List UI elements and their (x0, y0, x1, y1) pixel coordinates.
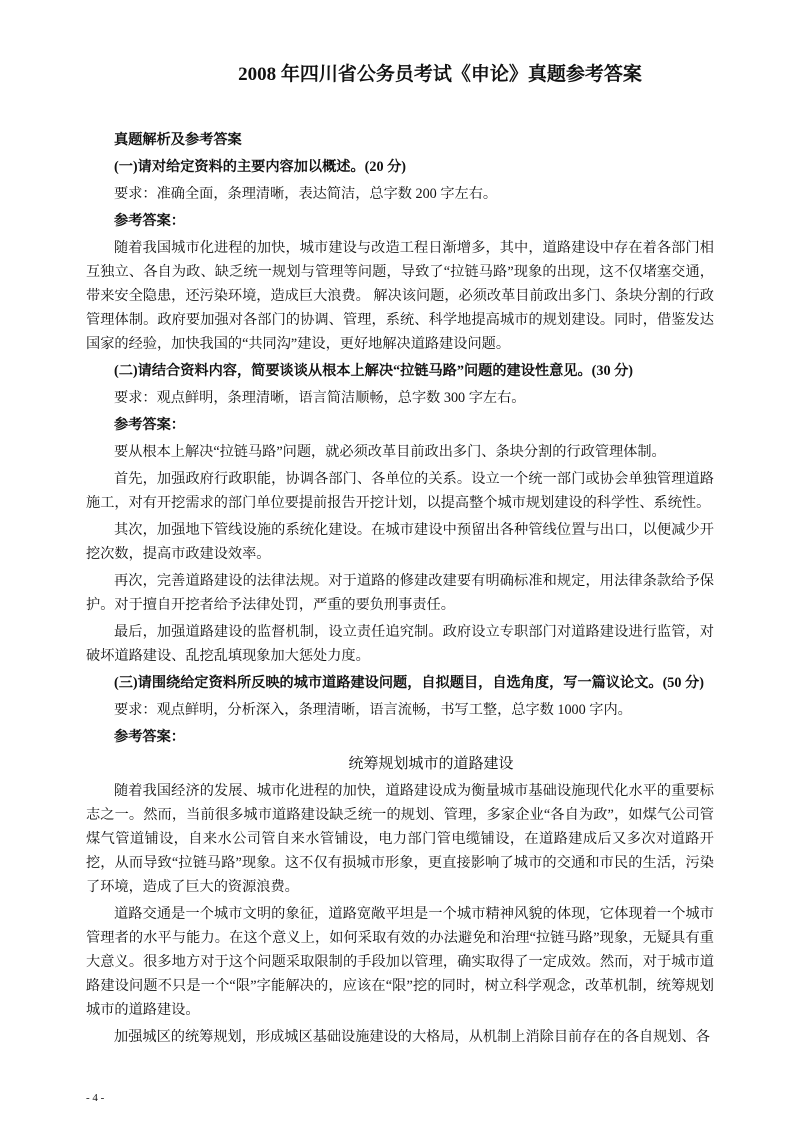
document-title: 2008 年四川省公务员考试《申论》真题参考答案 (238, 64, 642, 85)
question-3-requirement: 要求：观点鲜明，分析深入，条理清晰，语言流畅，书写工整，总字数 1000 字内。 (114, 702, 632, 718)
question-3-answer-label: 参考答案： (114, 729, 185, 745)
page-number: - 4 - (86, 1092, 105, 1104)
answer-paragraph: 随着我国城市化进程的加快，城市建设与改造工程日渐增多，其中，道路建设中存在着各部门相互独立、各自为政、缺乏统一规划与管理等问题，导致了“拉链马路”现象的出现，这不仅堵塞交通，带来安全隐患，还污染环境，造成巨大浪费。 解决该问题，必须改革目前政出多门、条块分割的行政管理体制。政府要加强对各部门的协调、管理，系统、科学地提高城市的规划建设。同时，借鉴发达国家的经验，加快我国的“共同沟”建设，更好地解决道路建设问题。 (86, 240, 714, 352)
answer-paragraph: 最后，加强道路建设的监督机制，设立责任追究制。政府设立专职部门对道路建设进行监管，对破坏道路建设、乱挖乱填现象加大惩处力度。 (86, 624, 714, 664)
question-2-heading: (二)请结合资料内容，简要谈谈从根本上解决“拉链马路”问题的建设性意见。(30 分) (114, 363, 634, 379)
question-1-heading: (一)请对给定资料的主要内容加以概述。(20 分) (114, 159, 407, 175)
question-1-requirement: 要求：准确全面，条理清晰，表达简洁，总字数 200 字左右。 (114, 186, 498, 202)
answer-paragraph: 要从根本上解决“拉链马路”问题，就必须改革目前政出多门、条块分割的行政管理体制。 (114, 444, 666, 460)
answer-paragraph: 首先，加强政府行政职能，协调各部门、各单位的关系。设立一个统一部门或协会单独管理道路施工，对有开挖需求的部门单位要提前报告开挖计划，以提高整个城市规划建设的科学性、系统性。 (86, 471, 714, 511)
question-3-heading: (三)请围绕给定资料所反映的城市道路建设问题，自拟题目，自选角度，写一篇议论文。(50 分) (114, 675, 704, 691)
question-2-requirement: 要求：观点鲜明，条理清晰，语言简洁顺畅，总字数 300 字左右。 (114, 390, 526, 406)
question-2-answer-label: 参考答案： (114, 417, 185, 433)
answer-paragraph: 再次，完善道路建设的法律法规。对于道路的修建改建要有明确标准和规定，用法律条款给予保护。对于擅自开挖者给予法律处罚，严重的要负刑事责任。 (86, 573, 714, 613)
answer-paragraph: 道路交通是一个城市文明的象征，道路宽敞平坦是一个城市精神风貌的体现，它体现着一个城市管理者的水平与能力。在这个意义上，如何采取有效的办法避免和治理“拉链马路”现象，无疑具有重大意义。很多地方对于这个问题采取限制的手段加以管理，确实取得了一定成效。然而，对于城市道路建设问题不只是一个“限”字能解决的，应该在“限”挖的同时，树立科学观念，改革机制，统筹规划城市的道路建设。 (86, 906, 714, 1018)
document-body (86, 128, 714, 1052)
essay-title: 统筹规划城市的道路建设 (348, 756, 514, 772)
section-heading: 真题解析及参考答案 (114, 132, 242, 148)
answer-paragraph: 其次，加强地下管线设施的系统化建设。在城市建设中预留出各种管线位置与出口，以便减少开挖次数，提高市政建设效率。 (86, 522, 714, 562)
question-1-answer-label: 参考答案： (114, 213, 185, 229)
answer-paragraph: 随着我国经济的发展、城市化进程的加快，道路建设成为衡量城市基础设施现代化水平的重要标志之一。然而，当前很多城市道路建设缺乏统一的规划、管理，多家企业“各自为政”，如煤气公司管煤气管道铺设，自来水公司管自来水管铺设，电力部门管电缆铺设，在道路建成后又多次对道路开挖，从而导致“拉链马路”现象。这不仅有损城市形象，更直接影响了城市的交通和市民的生活，污染了环境，造成了巨大的资源浪费。 (86, 783, 714, 895)
answer-paragraph: 加强城区的统筹规划，形成城区基础设施建设的大格局，从机制上消除目前存在的各自规划、各 (114, 1029, 710, 1045)
